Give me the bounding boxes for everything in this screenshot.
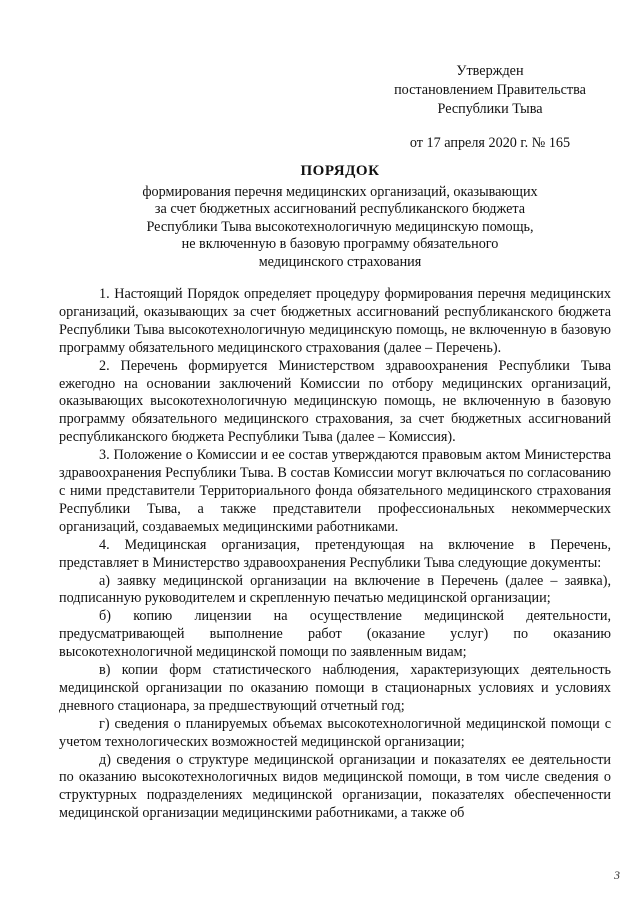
document-heading [60,163,620,272]
document-body [59,286,611,823]
approval-line: Утвержден [456,63,524,79]
document-subtitle-line: не включенную в базовую программу обязательного [181,236,499,253]
paragraph: 1. Настоящий Порядок определяет процедуру формирования перечня медицинских организаций, оказывающих за счет бюджетных ассигнований республиканского бюджета Республики Тыва высокотехнологичную медицинскую помощь, не включенную в базовую программу обязательного медицинского страхования (далее – Перечень). [59,286,611,356]
document-subtitle-line: медицинского страхования [258,253,422,270]
paragraph: 3. Положение о Комиссии и ее состав утверждаются правовым актом Министерства здравоохранения Республики Тыва. В состав Комиссии могут включаться по согласованию с ними представители Территориального фонда обязательного медицинского страхования Республики Тыва, а также представители профессиональных некоммерческих организаций, создаваемых медицинскими работниками. [59,447,611,535]
approval-block [360,62,620,153]
document-subtitle-line: за счет бюджетных ассигнований республиканского бюджета [154,201,526,218]
approval-line: постановлением Правительства [394,82,586,98]
approval-line: Республики Тыва [437,101,543,117]
paragraph: 2. Перечень формируется Министерством здравоохранения Республики Тыва ежегодно на основании заключений Комиссии по отбору медицинских организаций, оказывающих высокотехнологичную медицинскую помощь, не включенную в базовую программу обязательного медицинского страхования, за счет бюджетных ассигнований республиканского бюджета Республики Тыва (далее – Комиссия). [59,357,611,446]
document-subtitle-line: Республики Тыва высокотехнологичную медицинскую помощь, [146,218,534,235]
document-title: ПОРЯДОК [300,163,380,179]
paragraph: а) заявку медицинской организации на включение в Перечень (далее – заявка), подписанную руководителем и скрепленную печатью медицинской организации; [59,572,611,607]
paragraph: г) сведения о планируемых объемах высокотехнологичной медицинской помощи с учетом технологических возможностей медицинской организации; [59,715,611,750]
page-number: 3 [614,868,620,882]
paragraph: б) копию лицензии на осуществление медицинской деятельности, предусматривающей выполнение работ (оказание услуг) по оказанию высокотехнологичной медицинской помощи по заявленным видам; [59,608,611,661]
approval-date: от 17 апреля 2020 г. № 165 [409,135,571,151]
paragraph: в) копии форм статистического наблюдения, характеризующих деятельность медицинской организации по оказанию помощи в стационарных условиях и условиях дневного стационара, за предшествующий отчетный год; [59,662,611,714]
paragraph: д) сведения о структуре медицинской организации и показателях ее деятельности по оказанию высокотехнологичных видов медицинской помощи, в том числе сведения о структурных подразделениях медицинской организации, показателях обеспеченности медицинской организации медицинскими работниками, а также об [59,751,611,822]
document-subtitle-line: формирования перечня медицинских организаций, оказывающих [142,183,538,200]
paragraph: 4. Медицинская организация, претендующая на включение в Перечень, представляет в Министерство здравоохранения Республики Тыва следующие документы: [59,536,611,571]
